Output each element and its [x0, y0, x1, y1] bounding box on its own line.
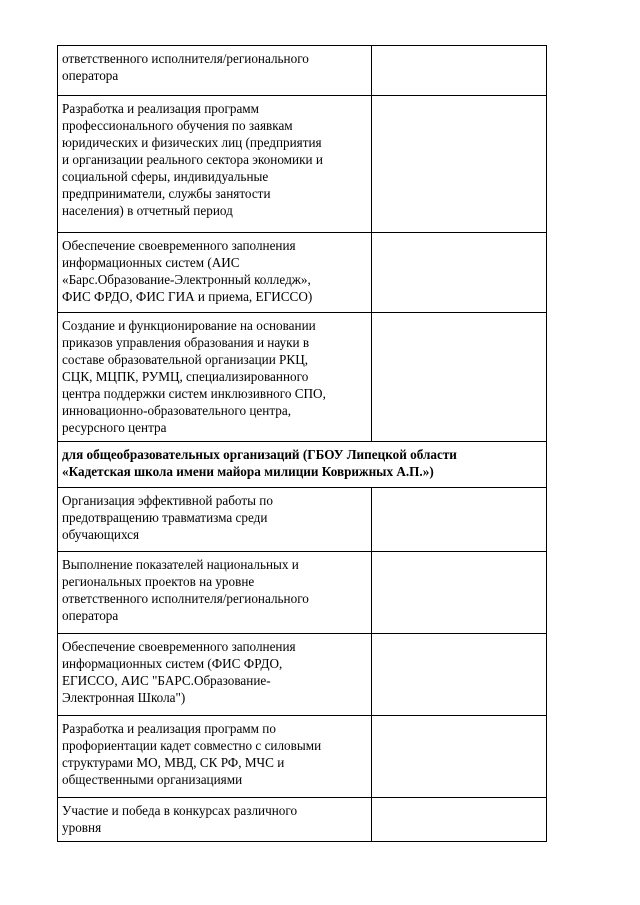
- section-title: для общеобразовательных организаций (ГБОУ Липецкой области «Кадетская школа имени майора милиции Коврижных А.П.»): [62, 447, 457, 479]
- criterion-cell: [58, 46, 372, 96]
- table-row: [58, 96, 547, 233]
- criterion-text: ответственного исполнителя/регионального оператора: [62, 51, 309, 83]
- criterion-cell: [58, 488, 372, 552]
- table-row: [58, 488, 547, 552]
- criterion-cell: [58, 716, 372, 798]
- criterion-cell: [58, 552, 372, 634]
- criterion-cell: [58, 96, 372, 233]
- value-cell[interactable]: [372, 96, 547, 233]
- criterion-text: Разработка и реализация программ по профориентации кадет совместно с силовыми структурами МО, МВД, СК РФ, МЧС и общественными организациями: [62, 721, 322, 787]
- section-title-cell: [58, 442, 547, 488]
- value-cell[interactable]: [372, 233, 547, 313]
- table-row: [58, 552, 547, 634]
- criterion-cell: [58, 798, 372, 842]
- value-cell[interactable]: [372, 716, 547, 798]
- criterion-text: Создание и функционирование на основании приказов управления образования и науки в составе образовательной организации РКЦ, СЦК, МЦПК, РУМЦ, специализированного центра поддержки систем инклюзивного СПО, инновационно-образовательного центра, ресурсного центра: [62, 318, 326, 435]
- value-cell[interactable]: [372, 46, 547, 96]
- value-cell[interactable]: [372, 634, 547, 716]
- table-row: [58, 634, 547, 716]
- table-row: [58, 716, 547, 798]
- criterion-text: Разработка и реализация программ профессионального обучения по заявкам юридических и физических лиц (предприятия и организации реального сектора экономики и социальной сферы, индивидуальные предприниматели, службы занятости населения) в отчетный период: [62, 101, 323, 218]
- criterion-text: Выполнение показателей национальных и региональных проектов на уровне ответственного исполнителя/регионального оператора: [62, 557, 309, 623]
- criterion-cell: [58, 313, 372, 442]
- criterion-cell: [58, 233, 372, 313]
- criterion-text: Обеспечение своевременного заполнения информационных систем (ФИС ФРДО, ЕГИССО, АИС "БАРС.Образование- Электронная Школа"): [62, 639, 296, 705]
- value-cell[interactable]: [372, 488, 547, 552]
- value-cell[interactable]: [372, 798, 547, 842]
- criterion-text: Обеспечение своевременного заполнения информационных систем (АИС «Барс.Образование-Электронный колледж», ФИС ФРДО, ФИС ГИА и приема, ЕГИССО): [62, 238, 313, 304]
- table-row: [58, 313, 547, 442]
- section-header-row: [58, 442, 547, 488]
- table-row: [58, 798, 547, 842]
- criterion-text: Организация эффективной работы по предотвращению травматизма среди обучающихся: [62, 493, 273, 542]
- table-row: [58, 46, 547, 96]
- criterion-text: Участие и победа в конкурсах различного уровня: [62, 803, 298, 835]
- criterion-cell: [58, 634, 372, 716]
- criteria-table: [57, 45, 547, 842]
- value-cell[interactable]: [372, 313, 547, 442]
- table-row: [58, 233, 547, 313]
- value-cell[interactable]: [372, 552, 547, 634]
